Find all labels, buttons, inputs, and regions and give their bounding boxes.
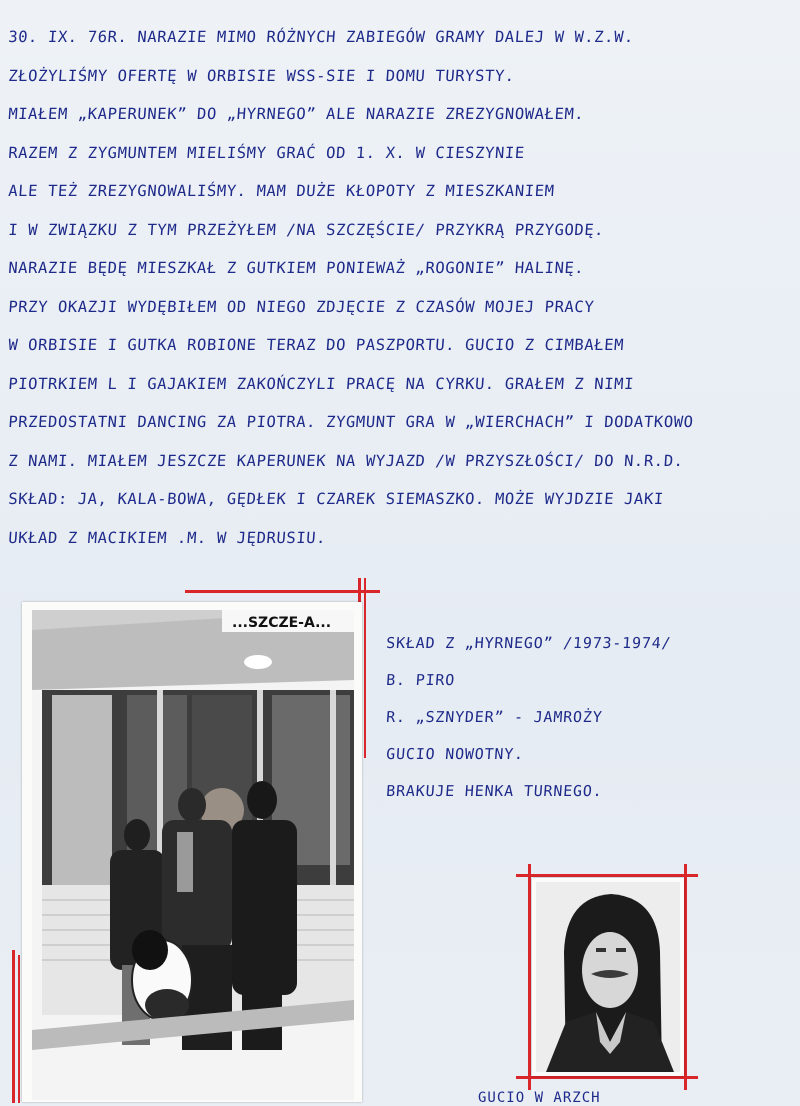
- red-frame-mark: [528, 864, 531, 1090]
- caption-line: B. PIRO: [385, 671, 456, 689]
- handwritten-line: PRZEDOSTATNI DANCING ZA PIOTRA. ZYGMUNT GRA W „WIERCHACH” I DODATKOWO: [7, 413, 695, 431]
- red-frame-mark: [516, 1076, 698, 1079]
- photo-caption: [386, 628, 671, 813]
- portrait-photo-image: [536, 882, 680, 1072]
- handwritten-line: NARAZIE BĘDĘ MIESZKAŁ Z GUTKIEM PONIEWAŻ „ROGONIE” HALINĘ.: [7, 259, 585, 277]
- handwritten-line: ZŁOŻYLIŚMY OFERTĘ W ORBISIE WSS-SIE I DOMU TURYSTY.: [7, 66, 516, 85]
- red-frame-mark: [684, 864, 687, 1090]
- handwritten-line: 30. IX. 76R. NARAZIE MIMO RÓŻNYCH ZABIEGÓW GRAMY DALEJ W W.Z.W.: [7, 28, 635, 46]
- red-frame-mark: [18, 955, 20, 1103]
- portrait-photo: [532, 878, 684, 1076]
- red-frame-mark: [185, 590, 380, 593]
- caption-line: R. „SZNYDER” - JAMROŻY: [385, 708, 604, 726]
- handwritten-line: PIOTRKIEM L I GAJAKIEM ZAKOŃCZYLI PRACĘ NA CYRKU. GRAŁEM Z NIMI: [7, 374, 635, 393]
- handwritten-line: I W ZWIĄZKU Z TYM PRZEŻYŁEM /NA SZCZĘŚCIE/ PRZYKRĄ PRZYGODĘ.: [7, 220, 605, 239]
- portrait-caption: GUCIO W ARZCH: [478, 1090, 601, 1106]
- handwritten-line: PRZY OKAZJI WYDĘBIŁEM OD NIEGO ZDJĘCIE Z CZASÓW MOJEJ PRACY: [7, 297, 595, 316]
- handwritten-line: UKŁAD Z MACIKIEM .M. W JĘDRUSIU.: [7, 528, 327, 547]
- red-frame-mark: [516, 874, 698, 877]
- handwritten-line: ALE TEŻ ZREZYGNOWALIŚMY. MAM DUŻE KŁOPOTY Z MIESZKANIEM: [7, 182, 556, 200]
- handwritten-line: SKŁAD: JA, KALA-BOWA, GĘDŁEK I CZAREK SIEMASZKO. MOŻE WYJDZIE JAKI: [7, 490, 665, 508]
- handwritten-line: Z NAMI. MIAŁEM JESZCZE KAPERUNEK NA WYJAZD /W PRZYSZŁOŚCI/ DO N.R.D.: [7, 451, 685, 470]
- handwritten-line: W ORBISIE I GUTKA ROBIONE TERAZ DO PASZPORTU. GUCIO Z CIMBAŁEM: [7, 336, 625, 354]
- handwritten-journal-entry: [8, 22, 798, 561]
- group-photo: [22, 602, 362, 1102]
- group-photo-image: [32, 610, 354, 1100]
- kiosk-sign-text: ...SZCZE-A...: [232, 615, 332, 631]
- caption-line: GUCIO NOWOTNY.: [385, 745, 525, 763]
- caption-line: SKŁAD Z „HYRNEGO” /1973-1974/: [385, 634, 672, 652]
- handwritten-line: MIAŁEM „KAPERUNEK” DO „HYRNEGO” ALE NARAZIE ZREZYGNOWAŁEM.: [7, 105, 585, 123]
- caption-line: BRAKUJE HENKA TURNEGO.: [385, 782, 604, 800]
- red-frame-mark: [12, 950, 15, 1103]
- handwritten-line: RAZEM Z ZYGMUNTEM MIELIŚMY GRAĆ OD 1. X. W CIESZYNIE: [7, 143, 526, 162]
- red-frame-mark: [364, 578, 366, 758]
